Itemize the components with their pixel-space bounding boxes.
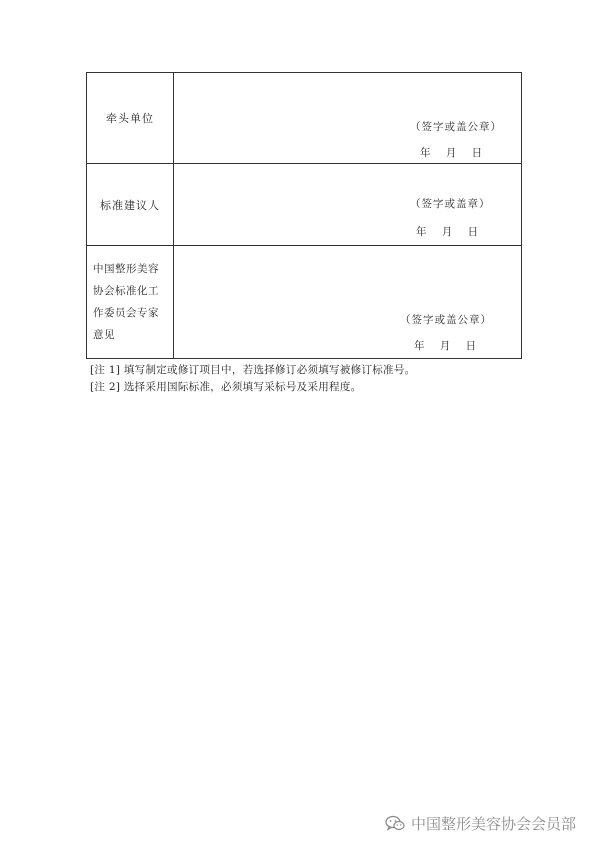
label-text: 牵头单位	[106, 112, 154, 125]
table-row-committee-opinion	[87, 246, 522, 359]
label-line: 意见	[93, 329, 115, 341]
date-line: 年 月 日	[420, 147, 483, 159]
label-line: 作委员会专家	[93, 307, 159, 319]
label-lead-unit	[87, 73, 174, 164]
table-row-lead-unit	[87, 73, 522, 164]
label-text: 标准建议人	[100, 198, 160, 212]
signature-hint: （签字或盖章）	[410, 198, 491, 210]
wechat-icon	[385, 815, 405, 832]
label-line: 协会标准化工	[93, 285, 159, 297]
signature-hint: （签字或盖公章）	[400, 314, 492, 326]
table-row-proposer	[87, 164, 522, 246]
notes	[90, 362, 415, 396]
signature-area-committee	[174, 246, 522, 359]
date-line: 年 月 日	[414, 340, 477, 352]
signature-area-lead-unit	[174, 73, 522, 164]
label-proposer	[87, 164, 174, 246]
form-table	[86, 72, 522, 359]
label-committee-opinion	[87, 246, 174, 359]
label-line: 中国整形美容	[93, 263, 159, 275]
date-line: 年 月 日	[416, 226, 479, 238]
signature-area-proposer	[174, 164, 522, 246]
signature-hint: （签字或盖公章）	[410, 121, 502, 133]
note-2: [注 2] 选择采用国际标准，必须填写采标号及采用程度。	[90, 381, 362, 393]
watermark-text: 中国整形美容协会会员部	[410, 815, 576, 833]
watermark	[385, 813, 576, 834]
note-1: [注 1] 填写制定或修订项目中，若选择修订必须填写被修订标准号。	[90, 364, 416, 376]
